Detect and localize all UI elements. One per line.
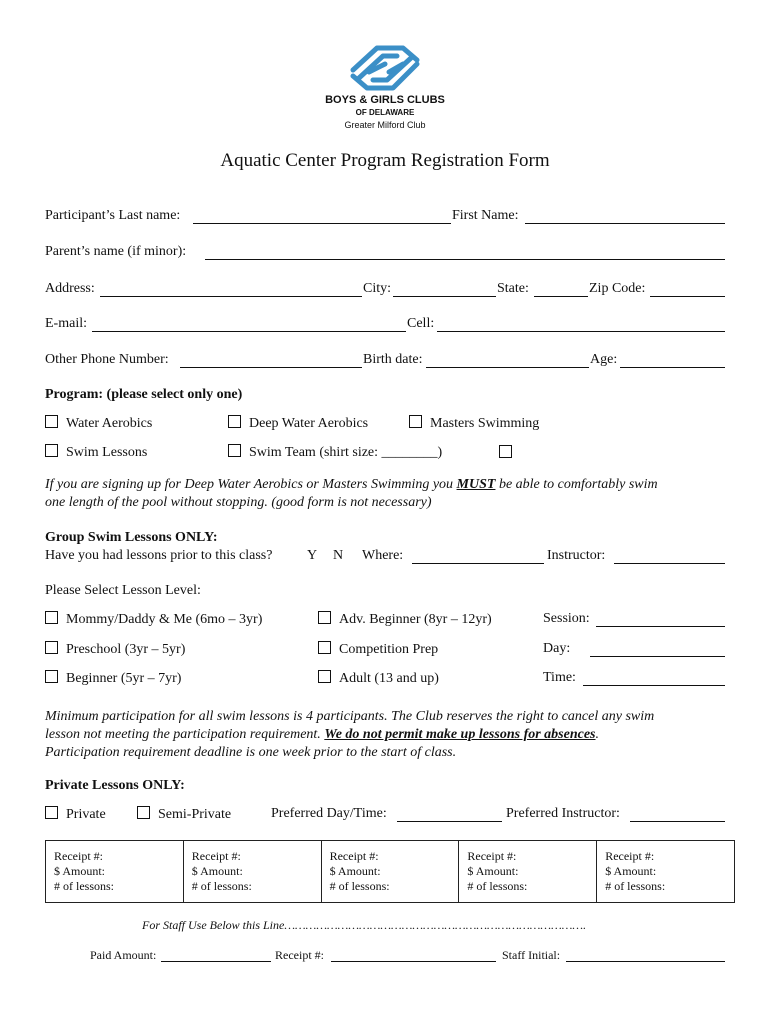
option-masters-swimming[interactable]	[409, 415, 539, 432]
amount-label: $ Amount:	[467, 864, 519, 878]
option-label: Deep Water Aerobics	[249, 416, 369, 431]
option-label: Water Aerobics	[66, 416, 153, 431]
checkbox[interactable]	[318, 641, 331, 654]
prior-no-option[interactable]: N	[333, 548, 344, 563]
note-text: lesson not meeting the participation requirement.	[45, 727, 325, 742]
receipt-label: Receipt #:	[191, 849, 241, 863]
logo-club: Greater Milford Club	[344, 120, 426, 130]
level-preschool[interactable]	[45, 641, 185, 658]
level-beginner[interactable]	[45, 670, 181, 687]
checkbox[interactable]	[137, 806, 150, 819]
age-label: Age:	[590, 352, 618, 367]
checkbox[interactable]	[409, 415, 422, 428]
day-label: Day:	[543, 641, 571, 656]
option-semi-private[interactable]	[137, 806, 231, 823]
state-label: State:	[497, 281, 529, 296]
group-heading: Group Swim Lessons ONLY:	[45, 530, 218, 545]
min-participation-note	[45, 708, 654, 762]
cell-field[interactable]	[437, 331, 725, 332]
logo-region: OF DELAWARE	[355, 108, 415, 117]
option-label: Swim Team (shirt size: ________)	[249, 445, 443, 460]
email-field[interactable]	[92, 331, 406, 332]
staff-use-line: For Staff Use Below this Line………………………………………………………………………….	[142, 918, 587, 932]
prior-yes-option[interactable]: Y	[307, 548, 318, 563]
private-heading: Private Lessons ONLY:	[45, 778, 185, 793]
lessons-label: # of lessons:	[467, 879, 528, 893]
option-label: Swim Lessons	[66, 445, 148, 460]
checkbox[interactable]	[45, 670, 58, 683]
city-field[interactable]	[393, 296, 496, 297]
staff-receipt-field[interactable]	[331, 961, 496, 962]
parent-name-label: Parent’s name (if minor):	[45, 244, 187, 259]
checkbox[interactable]	[228, 444, 241, 457]
time-field[interactable]	[583, 685, 725, 686]
level-competition-prep[interactable]	[318, 641, 438, 658]
checkbox[interactable]	[318, 670, 331, 683]
receipt-cell[interactable]	[183, 841, 321, 903]
note-text: one length of the pool without stopping. (good form is not necessary)	[45, 495, 432, 510]
option-label: Competition Prep	[339, 642, 439, 657]
session-field[interactable]	[596, 626, 725, 627]
last-name-field[interactable]	[193, 223, 451, 224]
first-name-label: First Name:	[452, 208, 519, 223]
checkbox[interactable]	[45, 611, 58, 624]
receipt-label: Receipt #:	[329, 849, 379, 863]
logo-name: BOYS & GIRLS CLUBS	[325, 94, 445, 106]
option-label: Adult (13 and up)	[339, 671, 439, 686]
zip-field[interactable]	[650, 296, 725, 297]
where-field[interactable]	[412, 563, 544, 564]
amount-label: $ Amount:	[605, 864, 657, 878]
instructor-field[interactable]	[614, 563, 725, 564]
lessons-label: # of lessons:	[329, 879, 390, 893]
hands-logo-icon	[285, 42, 485, 94]
prior-lessons-question: Have you had lessons prior to this class?	[45, 548, 273, 563]
page-title: Aquatic Center Program Registration Form	[220, 150, 550, 171]
state-field[interactable]	[534, 296, 588, 297]
checkbox[interactable]	[228, 415, 241, 428]
receipt-label: Receipt #:	[467, 849, 517, 863]
option-deep-water-aerobics[interactable]	[228, 415, 368, 432]
instructor-label: Instructor:	[547, 548, 606, 563]
no-makeup-note: We do not permit make up lessons for absences	[324, 727, 596, 742]
level-mommy-daddy[interactable]	[45, 611, 262, 628]
checkbox[interactable]	[45, 444, 58, 457]
pref-instructor-field[interactable]	[630, 821, 725, 822]
note-text: .	[595, 727, 600, 742]
amount-label: $ Amount:	[329, 864, 381, 878]
checkbox[interactable]	[45, 415, 58, 428]
city-label: City:	[363, 281, 392, 296]
option-label: Semi-Private	[158, 807, 232, 822]
parent-name-field[interactable]	[205, 259, 725, 260]
zip-label: Zip Code:	[589, 281, 646, 296]
note-text: If you are signing up for Deep Water Aerobics or Masters Swimming you	[45, 477, 457, 492]
receipt-cell[interactable]	[459, 841, 597, 903]
paid-amount-field[interactable]	[161, 961, 271, 962]
paid-amount-label: Paid Amount:	[90, 948, 157, 962]
pref-day-time-field[interactable]	[397, 821, 502, 822]
note-must: MUST	[456, 477, 496, 492]
birth-date-label: Birth date:	[363, 352, 423, 367]
level-prompt: Please Select Lesson Level:	[45, 583, 201, 598]
staff-receipt-label: Receipt #:	[275, 948, 324, 962]
option-label: Mommy/Daddy & Me (6mo – 3yr)	[66, 612, 263, 627]
club-logo	[285, 42, 485, 134]
address-field[interactable]	[100, 296, 362, 297]
option-label: Adv. Beginner (8yr – 12yr)	[339, 612, 492, 627]
option-swim-lessons[interactable]	[45, 444, 147, 461]
staff-initial-label: Staff Initial:	[502, 948, 561, 962]
first-name-field[interactable]	[525, 223, 725, 224]
extra-checkbox[interactable]	[499, 445, 512, 458]
receipt-cell[interactable]	[597, 841, 735, 903]
amount-label: $ Amount:	[54, 864, 106, 878]
where-label: Where:	[362, 548, 404, 563]
note-text: Minimum participation for all swim lessons is 4 participants. The Club reserves the right to cancel any swim	[45, 709, 655, 724]
checkbox[interactable]	[318, 611, 331, 624]
other-phone-label: Other Phone Number:	[45, 352, 169, 367]
option-label: Beginner (5yr – 7yr)	[66, 671, 182, 686]
day-field[interactable]	[590, 656, 725, 657]
amount-label: $ Amount:	[191, 864, 243, 878]
address-label: Address:	[45, 281, 95, 296]
receipt-label: Receipt #:	[54, 849, 103, 863]
level-adult[interactable]	[318, 670, 439, 687]
lessons-label: # of lessons:	[191, 879, 252, 893]
note-text: Participation requirement deadline is one week prior to the start of class.	[45, 745, 457, 760]
cell-label: Cell:	[407, 316, 435, 331]
lessons-label: # of lessons:	[54, 879, 114, 893]
option-label: Private	[66, 807, 106, 822]
receipt-cell[interactable]	[321, 841, 459, 903]
time-label: Time:	[543, 670, 576, 685]
receipt-cell[interactable]	[46, 841, 184, 903]
other-phone-field[interactable]	[180, 367, 362, 368]
program-note	[45, 476, 658, 512]
program-heading: Program: (please select only one)	[45, 387, 243, 402]
last-name-label: Participant’s Last name:	[45, 208, 181, 223]
checkbox[interactable]	[45, 641, 58, 654]
email-label: E-mail:	[45, 316, 87, 331]
option-label: Masters Swimming	[430, 416, 540, 431]
receipt-label: Receipt #:	[605, 849, 655, 863]
option-swim-team[interactable]	[228, 444, 442, 461]
note-text: be able to comfortably swim	[495, 477, 658, 492]
lessons-label: # of lessons:	[605, 879, 666, 893]
pref-instructor-label: Preferred Instructor:	[506, 806, 620, 821]
receipt-table	[45, 840, 735, 903]
option-label: Preschool (3yr – 5yr)	[66, 642, 186, 657]
checkbox[interactable]	[45, 806, 58, 819]
level-adv-beginner[interactable]	[318, 611, 492, 628]
age-field[interactable]	[620, 367, 725, 368]
option-private[interactable]	[45, 806, 106, 823]
option-water-aerobics[interactable]	[45, 415, 152, 432]
staff-initial-field[interactable]	[566, 961, 725, 962]
pref-day-time-label: Preferred Day/Time:	[271, 806, 387, 821]
birth-date-field[interactable]	[426, 367, 589, 368]
session-label: Session:	[543, 611, 590, 626]
